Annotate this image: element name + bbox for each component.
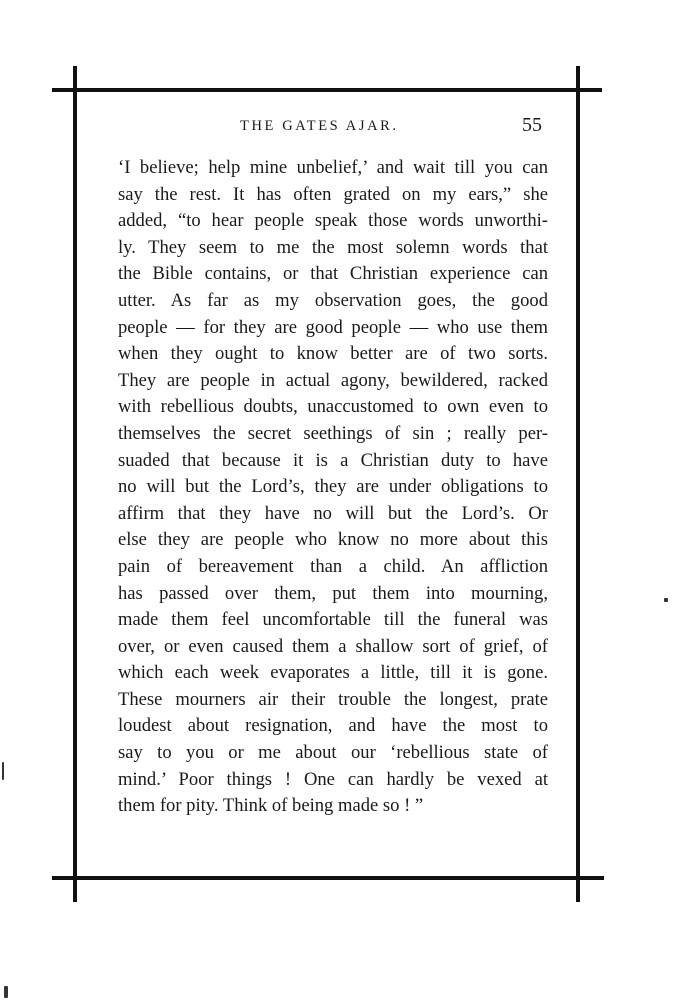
- text-line: affirm that they have no will but the Lord’s. Or: [118, 502, 548, 524]
- text-line: ‘I believe; help mine unbelief,’ and wait till you can: [118, 157, 548, 178]
- text-line: mind.’ Poor things ! One can hardly be vexed at: [118, 768, 548, 790]
- right-border-rule: [576, 66, 580, 902]
- text-line: else they are people who know no more about this: [118, 529, 548, 551]
- text-line: say to you or me about our ‘rebellious state of: [118, 742, 548, 764]
- running-title: THE GATES AJAR.: [240, 118, 399, 134]
- scan-speck: [664, 598, 668, 602]
- page-number: 55: [522, 114, 542, 136]
- text-line: These mourners air their trouble the longest, prate: [118, 688, 548, 710]
- text-line: has passed over them, put them into mourning,: [118, 582, 548, 604]
- text-line: utter. As far as my observation goes, the good: [118, 289, 548, 311]
- text-line-last: them for pity. Think of being made so ! ”: [118, 795, 424, 817]
- text-line: which each week evaporates a little, till it is gone.: [118, 662, 548, 684]
- text-line: ly. They seem to me the most solemn words that: [118, 236, 548, 258]
- text-line: say the rest. It has often grated on my ears,” she: [118, 183, 548, 205]
- text-line: suaded that because it is a Christian duty to have: [118, 449, 548, 471]
- text-line: pain of bereavement than a child. An affliction: [118, 555, 548, 577]
- text-line: They are people in actual agony, bewildered, racked: [118, 369, 548, 391]
- text-line: over, or even caused them a shallow sort of grief, of: [118, 635, 548, 657]
- scan-speck: [4, 986, 8, 998]
- text-line: made them feel uncomfortable till the funeral was: [118, 609, 548, 631]
- text-line: with rebellious doubts, unaccustomed to own even to: [118, 396, 548, 418]
- scan-speck: [2, 762, 4, 780]
- text-line: when they ought to know better are of two sorts.: [118, 343, 548, 365]
- bottom-border-rule: [52, 876, 604, 880]
- text-line: no will but the Lord’s, they are under obligations to: [118, 476, 548, 498]
- text-line: themselves the secret seethings of sin ; really per-: [118, 422, 548, 444]
- top-border-rule: [52, 88, 602, 92]
- text-line: people — for they are good people — who use them: [118, 316, 548, 338]
- body-text: [118, 155, 548, 820]
- page-header: [118, 114, 550, 144]
- text-line: loudest about resignation, and have the most to: [118, 715, 548, 737]
- text-line: added, “to hear people speak those words unworthi-: [118, 210, 548, 232]
- left-border-rule: [73, 66, 77, 902]
- text-line: the Bible contains, or that Christian experience can: [118, 263, 548, 285]
